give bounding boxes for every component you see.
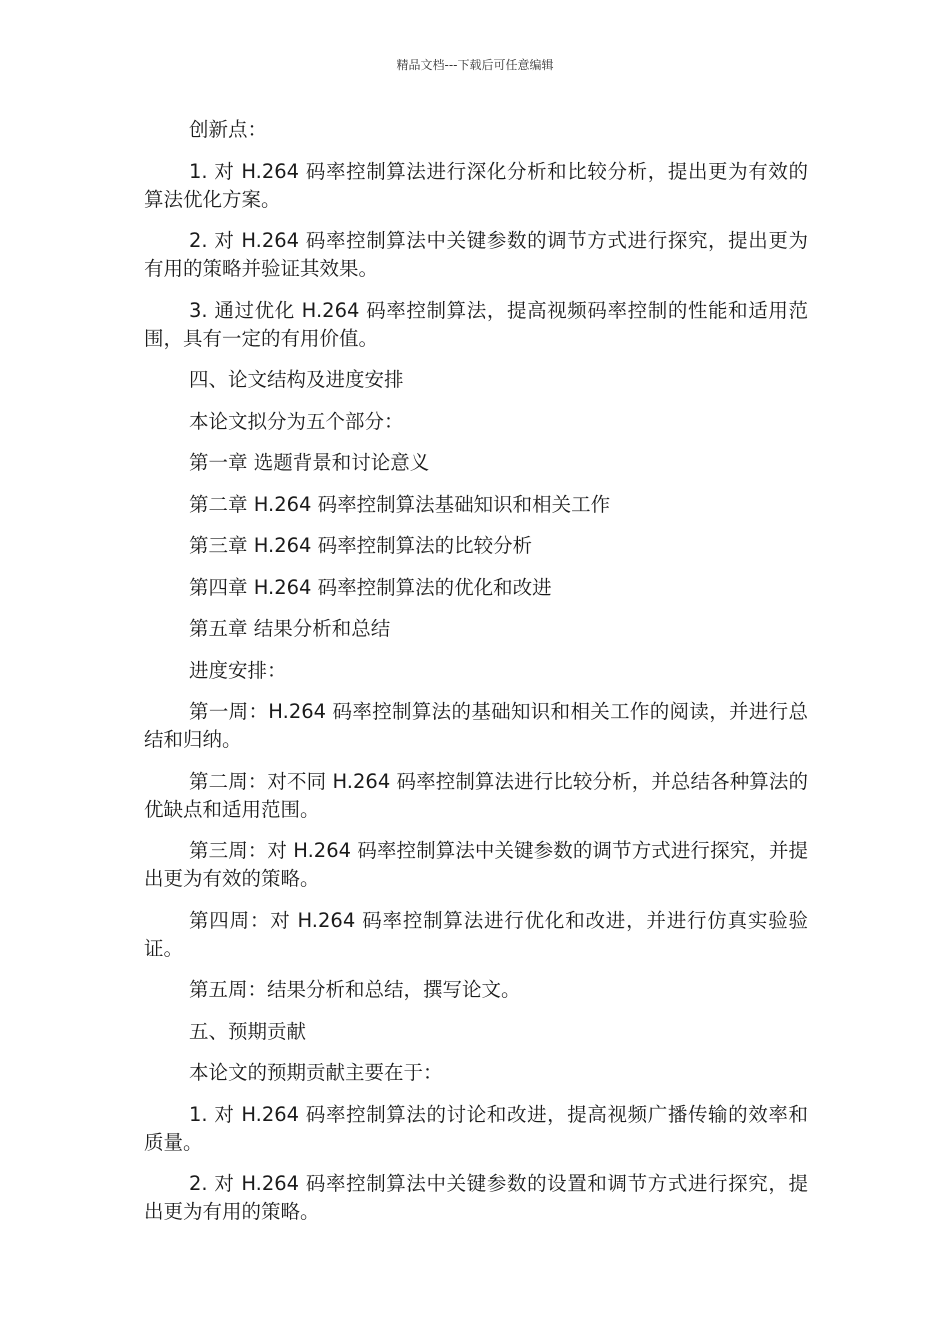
schedule-week-2: 第二周：对不同 H.264 码率控制算法进行比较分析，并总结各种算法的优缺点和适用范围。 (144, 769, 808, 821)
schedule-week-1: 第一周：H.264 码率控制算法的基础知识和相关工作的阅读，并进行总结和归纳。 (144, 700, 808, 751)
paragraph-schedule-title: 进度安排： (189, 658, 287, 682)
schedule-week-4: 第四周：对 H.264 码率控制算法进行优化和改进，并进行仿真实验验证。 (144, 908, 808, 960)
schedule-week-5: 第五周：结果分析和总结，撰写论文。 (189, 978, 521, 1001)
schedule-week-3: 第三周：对 H.264 码率控制算法中关键参数的调节方式进行探究，并提出更为有效的策略。 (144, 839, 808, 890)
paragraph-innovation-title: 创新点： (189, 118, 268, 141)
page-header: 精品文档---下载后可任意编辑 (396, 58, 554, 72)
chapter-4: 第四章 H.264 码率控制算法的优化和改进 (189, 575, 552, 599)
contribution-2: 2. 对 H.264 码率控制算法中关键参数的设置和调节方式进行探究，提出更为有用的策略。 (144, 1172, 808, 1223)
chapter-2: 第二章 H.264 码率控制算法基础知识和相关工作 (189, 492, 611, 516)
chapter-5: 第五章 结果分析和总结 (189, 617, 391, 640)
chapter-1: 第一章 选题背景和讨论意义 (189, 451, 430, 474)
paragraph-contribution-intro: 本论文的预期贡献主要在于： (189, 1061, 443, 1084)
document-body (144, 116, 808, 1240)
chapter-3: 第三章 H.264 码率控制算法的比较分析 (189, 534, 533, 557)
paragraph-innovation-3: 3. 通过优化 H.264 码率控制算法，提高视频码率控制的性能和适用范围，具有一定的有用价值。 (144, 298, 808, 350)
contribution-1: 1. 对 H.264 码率控制算法的讨论和改进，提高视频广播传输的效率和质量。 (144, 1102, 808, 1154)
paragraph-structure-intro: 本论文拟分为五个部分： (189, 409, 404, 433)
section-heading-contribution: 五、预期贡献 (189, 1019, 307, 1043)
paragraph-innovation-1: 1. 对 H.264 码率控制算法进行深化分析和比较分析，提出更为有效的算法优化方案。 (144, 159, 808, 211)
paragraph-innovation-2: 2. 对 H.264 码率控制算法中关键参数的调节方式进行探究，提出更为有用的策略并验证其效果。 (144, 229, 808, 280)
section-heading-structure: 四、论文结构及进度安排 (189, 368, 404, 391)
